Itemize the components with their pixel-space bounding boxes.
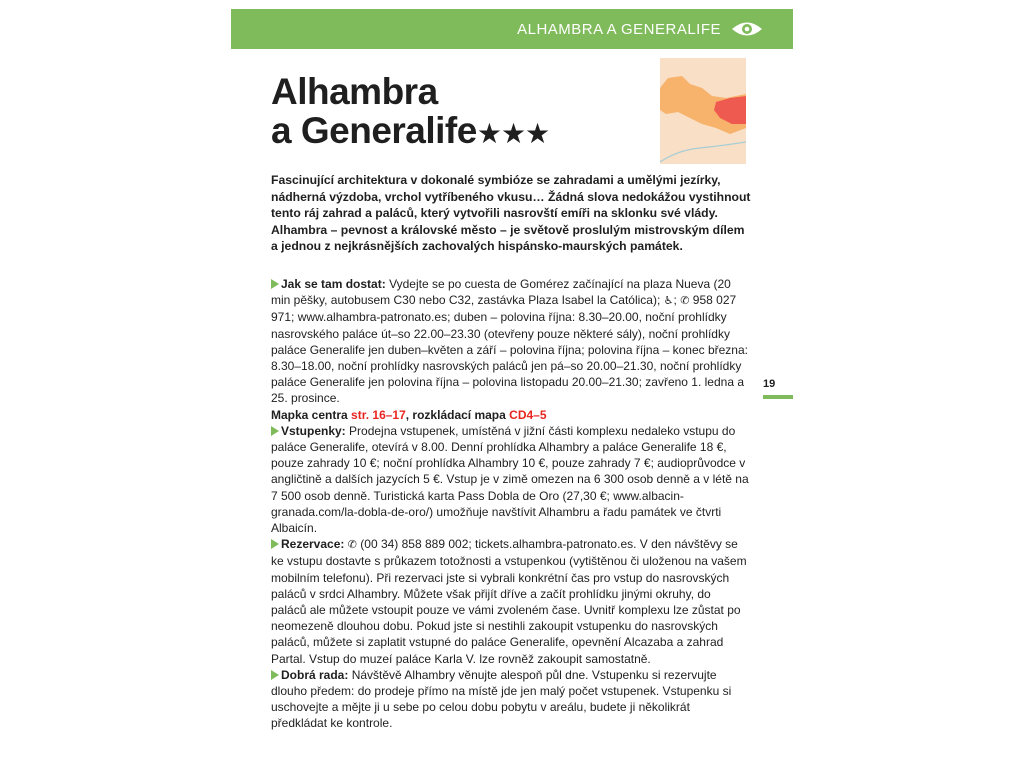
getting-there-text-a: Vydejte se po cuesta de Gomérez začínající na plaza Nueva (20 min pěšky, autobusem C30 nebo C32, zastávka Plaza Isabel la Católica); <box>271 277 731 308</box>
tip-text: Návštěvě Alhambry věnujte alespoň půl dne. Vstupenku si rezervujte dlouho předem: do prodeje přímo na místě jde jen malý počet vstupenek. Vstupenku si uschovejte a mějte ji u sebe po celou dobu pobytu v areálu, budete ji několikrát předkládat ke kontrole. <box>271 667 732 731</box>
triangle-bullet-icon <box>271 426 279 436</box>
getting-there-text-b: 958 027 971; www.alhambra-patronato.es; duben – polovina října: 8.30–20.00, noční prohlídky nasrovského paláce út–so 22.00–23.30 (otevřeny pouze některé sály), noční prohlídky paláce Generalife jen duben–květen a září – polovina října; polovina října – konec března: 8.30–18.00, noční prohlídky nasrovských paláců jen pá–so 20.00–21.30, noční prohlídky paláce Generalife jen polovina října – polovina listopadu 20.00–21.30; zavřeno 1. ledna a 25. prosince. <box>271 293 748 406</box>
eye-icon <box>731 20 763 38</box>
tickets-text: Prodejna vstupenek, umístěná v jižní části komplexu nedaleko vstupu do paláce Generalife, otevírá v 8.00. Denní prohlídka Alhambry a paláce Generalife 18 €, pouze zahrady 10 €; noční prohlídka Alhambry 10 €, pouze zahrady 7 €; audioprůvodce v angličtině a dalších jazycích 5 €. Vstup je v zimě omezen na 6 300 osob denně a v létě na 7 500 osob denně. Turistická karta Pass Dobla de Oro (27,30 €; www.albacin-granada.com/la-dobla-de-oro/) umožňuje navštívit Alhambru a řadu památek ve čtvrti Albaicín. <box>271 423 749 536</box>
map-ref-middle: , rozkládací mapa <box>405 407 510 422</box>
page-number-bar <box>763 395 793 399</box>
triangle-bullet-icon <box>271 539 279 549</box>
info-body <box>271 276 749 732</box>
intro-paragraph: Fascinující architektura v dokonalé symbióze se zahradami a umělými jezírky, nádherná výzdoba, vrchol vytříbeného vkusu… Žádná slova nedokážou vystihnout tento ráj zahrad a paláců, který vytvořili nasrovští emíři na sklonku své vlády. Alhambra – pevnost a královské město – je světově proslulým mistrovským dílem a jednou z nejkrásnějších zachovalých hispánsko-maurských památek. <box>271 173 751 253</box>
triangle-bullet-icon <box>271 670 279 680</box>
triangle-bullet-icon <box>271 279 279 289</box>
map-ref-grid: CD4–5 <box>509 407 547 422</box>
section-title: ALHAMBRA A GENERALIFE <box>517 20 721 38</box>
map-reference <box>271 407 749 423</box>
phone-icon: ✆ <box>347 539 357 552</box>
tickets-label: Vstupenky: <box>281 423 346 438</box>
reservation-block <box>271 536 749 667</box>
tip-label: Dobrá rada: <box>281 667 349 682</box>
reservation-text: (00 34) 858 889 002; tickets.alhambra-patronato.es. V den návštěvy se ke vstupu dostavte s průkazem totožnosti a vstupenkou (vytištěnou či uloženou na vašem mobilním telefonu). Při rezervaci jste si vybrali konkrétní čas pro vstup do nasrovských paláců v srdci Alhambry. Můžete však přijít dříve a začít prohlídku jinými okruhy, do paláců ale můžete vstoupit pouze ve vámi zvoleném čase. Uvnitř komplexu lze zůstat po neomezeně dlouhou dobu. Pokud jste si nestihli zakoupit vstupenku do nasrovských paláců, můžete si zaplatit vstupné do paláce Generalife, opevnění Alcazaba a zahrad Partal. Vstup do muzeí paláce Karla V. lze rovněž zakoupit samostatně. <box>271 537 747 666</box>
separator-semicolon: ; <box>673 293 677 308</box>
section-header <box>231 9 793 49</box>
rating-stars: ★★★ <box>476 118 550 149</box>
title-line-2: a Generalife <box>271 110 477 151</box>
getting-there-block <box>271 276 749 407</box>
reservation-label: Rezervace: <box>281 537 345 552</box>
title-line-1: Alhambra <box>271 71 438 112</box>
map-ref-prefix: Mapka centra <box>271 407 352 422</box>
page-number: 19 <box>763 378 776 390</box>
phone-icon: ✆ <box>680 295 690 308</box>
locator-map <box>660 58 746 164</box>
map-ref-pages: str. 16–17 <box>351 407 406 422</box>
tickets-block <box>271 423 749 536</box>
tip-block <box>271 667 749 732</box>
page-title <box>271 72 549 153</box>
wheelchair-icon: ♿ <box>663 295 674 308</box>
getting-there-label: Jak se tam dostat: <box>281 277 386 291</box>
